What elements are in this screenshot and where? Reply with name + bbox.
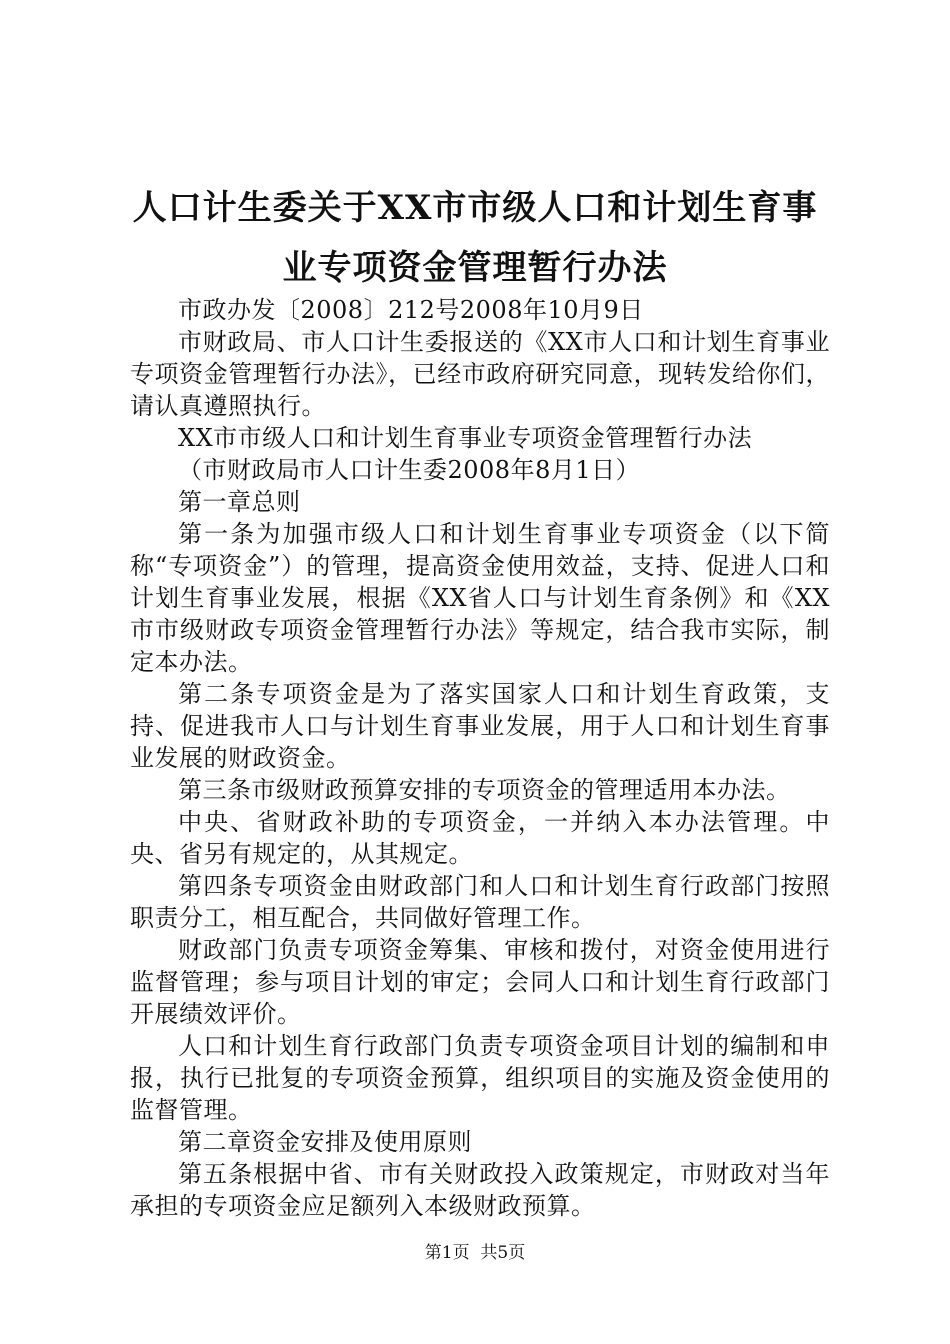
document-body [130, 294, 830, 1222]
chapter-heading: 第二章资金安排及使用原则 [178, 1128, 472, 1156]
paragraph: 市财政局、市人口计生委报送的《XX市人口和计划生育事业专项资金管理暂行办法》，已经市政府研究同意，现转发给你们，请认真遵照执行。 [130, 328, 830, 420]
paragraph: 第五条根据中省、市有关财政投入政策规定，市财政对当年承担的专项资金应足额列入本级财政预算。 [130, 1160, 830, 1220]
document-title-line-2: 业专项资金管理暂行办法 [282, 248, 668, 288]
paragraph: 财政部门负责专项资金筹集、审核和拨付，对资金使用进行监督管理；参与项目计划的审定；会同人口和计划生育行政部门开展绩效评价。 [130, 936, 830, 1028]
document-title-line-1: 人口计生委关于XX市市级人口和计划生育事 [132, 188, 818, 228]
paragraph: 市政办发〔2008〕212号2008年10月9日 [178, 296, 644, 324]
paragraph: （市财政局市人口计生委2008年8月1日） [178, 456, 641, 484]
paragraph: 第四条专项资金由财政部门和人口和计划生育行政部门按照职责分工，相互配合，共同做好管理工作。 [130, 872, 830, 932]
paragraph: 第一条为加强市级人口和计划生育事业专项资金（以下简称“专项资金”）的管理，提高资金使用效益，支持、促进人口和计划生育事业发展，根据《XX省人口与计划生育条例》和《XX市市级财政专项资金管理暂行办法》等规定，结合我市实际，制定本办法。 [130, 520, 830, 676]
paragraph: 人口和计划生育行政部门负责专项资金项目计划的编制和申报，执行已批复的专项资金预算，组织项目的实施及资金使用的监督管理。 [130, 1032, 830, 1124]
paragraph: 第三条市级财政预算安排的专项资金的管理适用本办法。 [178, 776, 791, 804]
paragraph: XX市市级人口和计划生育事业专项资金管理暂行办法 [178, 424, 753, 452]
paragraph: 第二条专项资金是为了落实国家人口和计划生育政策，支持、促进我市人口与计划生育事业发展，用于人口和计划生育事业发展的财政资金。 [130, 680, 830, 772]
chapter-heading: 第一章总则 [178, 488, 301, 516]
paragraph: 中央、省财政补助的专项资金，一并纳入本办法管理。中央、省另有规定的，从其规定。 [130, 808, 830, 868]
page-number-footer: 第1页 共5页 [424, 1243, 526, 1263]
